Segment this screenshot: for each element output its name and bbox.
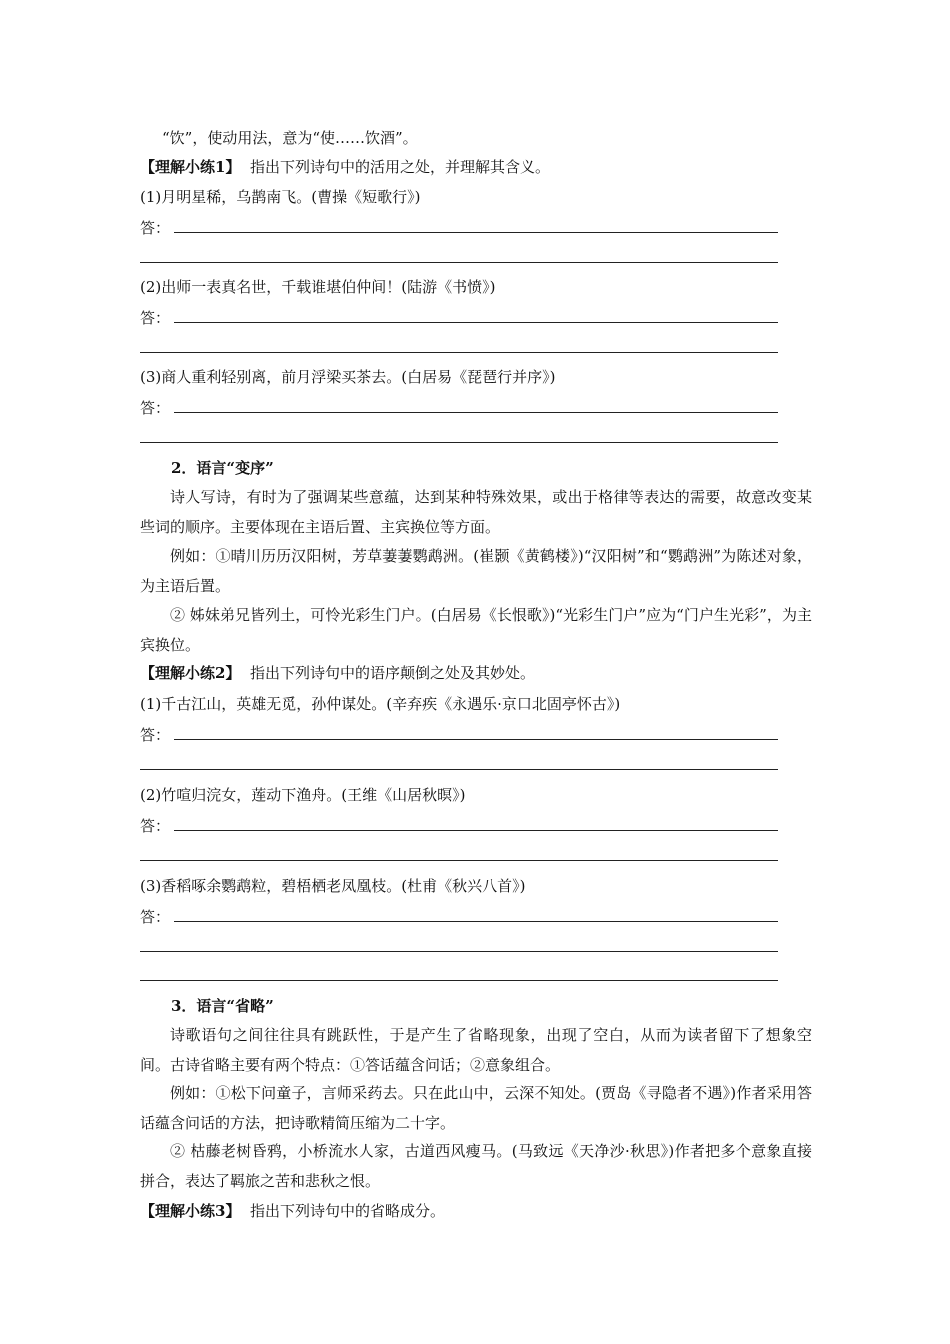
exercise-1-question-1: (1)月明星稀，乌鹊南飞。(曹操《短歌行》) bbox=[140, 188, 421, 206]
section-2-example-2: ② 姊妹弟兄皆列土，可怜光彩生门户。(白居易《长恨歌》)“光彩生门户”应为“门户生光彩”，为主宾换位。 bbox=[140, 606, 812, 654]
answer-line[interactable] bbox=[174, 830, 778, 831]
answer-line[interactable] bbox=[174, 739, 778, 740]
section-3-heading: 3．语言“省略” bbox=[171, 997, 274, 1015]
exercise-2-question-1: (1)千古江山，英雄无觅，孙仲谋处。(辛弃疾《永遇乐·京口北固亭怀古》) bbox=[140, 695, 621, 713]
answer-label: 答： bbox=[140, 726, 171, 744]
section-3-paragraph: 诗歌语句之间往往具有跳跃性，于是产生了省略现象，出现了空白，从而为读者留下了想象空间。古诗省略主要有两个特点：①答话蕴含问话；②意象组合。 bbox=[140, 1026, 812, 1074]
answer-line[interactable] bbox=[140, 951, 778, 952]
answer-label: 答： bbox=[140, 399, 171, 417]
section-2-heading: 2．语言“变序” bbox=[171, 459, 274, 477]
exercise-2-question-3: (3)香稻啄余鹦鹉粒，碧梧栖老凤凰枝。(杜甫《秋兴八首》) bbox=[140, 877, 526, 895]
exercise-3-instruction: 指出下列诗句中的省略成分。 bbox=[250, 1202, 446, 1220]
answer-line[interactable] bbox=[140, 442, 778, 443]
answer-label: 答： bbox=[140, 908, 171, 926]
answer-line[interactable] bbox=[174, 322, 778, 323]
exercise-1-instruction: 指出下列诗句中的活用之处，并理解其含义。 bbox=[250, 158, 551, 176]
answer-line[interactable] bbox=[174, 232, 778, 233]
answer-line[interactable] bbox=[174, 412, 778, 413]
exercise-2-instruction: 指出下列诗句中的语序颠倒之处及其妙处。 bbox=[250, 664, 536, 682]
answer-label: 答： bbox=[140, 817, 171, 835]
section-2-example-1: 例如：①晴川历历汉阳树，芳草萋萋鹦鹉洲。(崔颢《黄鹤楼》)“汉阳树”和“鹦鹉洲”为陈述对象，为主语后置。 bbox=[140, 547, 812, 595]
exercise-2-header bbox=[140, 663, 535, 683]
answer-line[interactable] bbox=[140, 769, 778, 770]
answer-label: 答： bbox=[140, 309, 171, 327]
exercise-1-tag: 【理解小练1】 bbox=[140, 158, 241, 176]
answer-line[interactable] bbox=[140, 860, 778, 861]
section-2-paragraph: 诗人写诗，有时为了强调某些意蕴，达到某种特殊效果，或出于格律等表达的需要，故意改变某些词的顺序。主要体现在主语后置、主宾换位等方面。 bbox=[140, 488, 812, 536]
exercise-3-tag: 【理解小练3】 bbox=[140, 1202, 241, 1220]
exercise-3-header bbox=[140, 1201, 445, 1221]
intro-line: “饮”，使动用法，意为“使……饮酒”。 bbox=[162, 129, 418, 147]
section-3-example-2: ② 枯藤老树昏鸦，小桥流水人家，古道西风瘦马。(马致远《天净沙·秋思》)作者把多个意象直接拼合，表达了羁旅之苦和悲秋之恨。 bbox=[140, 1142, 812, 1190]
exercise-1-question-3: (3)商人重利轻别离，前月浮梁买茶去。(白居易《琵琶行并序》) bbox=[140, 368, 556, 386]
exercise-1-question-2: (2)出师一表真名世，千载谁堪伯仲间！(陆游《书愤》) bbox=[140, 278, 496, 296]
exercise-2-tag: 【理解小练2】 bbox=[140, 664, 241, 682]
answer-label: 答： bbox=[140, 219, 171, 237]
answer-line[interactable] bbox=[140, 980, 778, 981]
exercise-1-header bbox=[140, 157, 550, 177]
answer-line[interactable] bbox=[140, 262, 778, 263]
answer-line[interactable] bbox=[174, 921, 778, 922]
exercise-2-question-2: (2)竹喧归浣女，莲动下渔舟。(王维《山居秋暝》) bbox=[140, 786, 466, 804]
answer-line[interactable] bbox=[140, 352, 778, 353]
section-3-example-1: 例如：①松下问童子，言师采药去。只在此山中，云深不知处。(贾岛《寻隐者不遇》)作者采用答话蕴含问话的方法，把诗歌精简压缩为二十字。 bbox=[140, 1084, 812, 1132]
